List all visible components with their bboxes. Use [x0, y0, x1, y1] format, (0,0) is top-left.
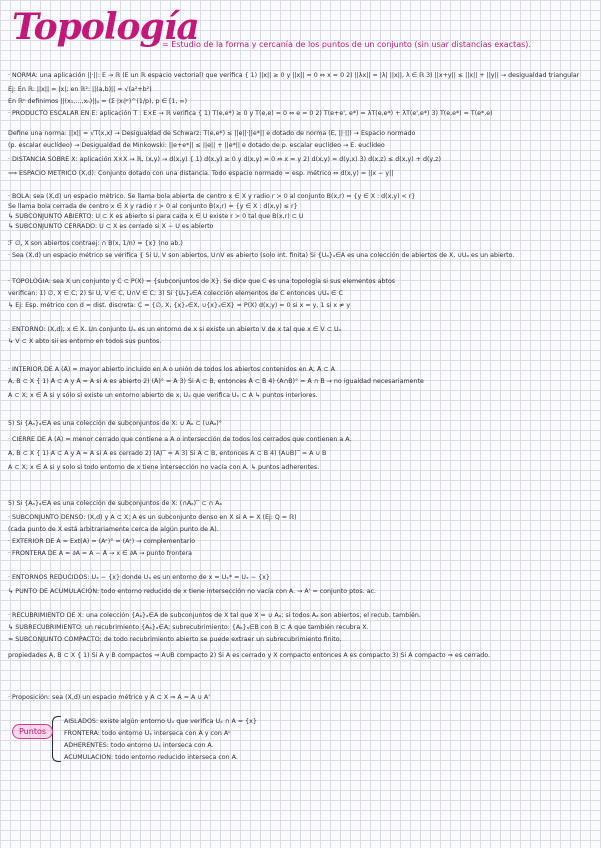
note-line: ↳ V ⊂ X abto sii es entorno en todos sus puntos.	[8, 338, 162, 345]
note-line: propiedades A, B ⊂ X { 1) Si A y B compactos ⇒ A∪B compacto 2) Si A es cerrado y X compacto entonces A es compacto 3) Si A compacto ⇒ es cerrado.	[8, 652, 491, 659]
page-title: Topología	[12, 6, 199, 48]
note-line: ↳ SUBCONJUNTO CERRADO: U ⊂ X es cerrado si X − U es abierto	[8, 223, 214, 230]
note-line: A ⊂ X; x ∈ Å si y sólo si existe un entorno abierto de x, Uₓ que verifica Uₓ ⊂ A ↳ puntos interiores.	[8, 392, 318, 399]
note-line: (cada punto de X está arbitrariamente cerca de algún punto de A).	[8, 526, 219, 533]
note-line: Ej: En ℝ: ||x|| = |x|; en ℝ²: ||(a,b)|| = √(a²+b²)	[8, 86, 152, 93]
note-line: A, B ⊂ X { 1) Å ⊂ A y Å = A si A es abierto 2) (Å)° = Å 3) Si A ⊂ B, entonces Å ⊂ B̊ 4) (A∩B)° = Å ∩ B̊ → no igualdad necesariamente	[8, 378, 424, 385]
note-line: · NORMA: una aplicación ||·||: E → ℝ (E un ℝ espacio vectorial) que verifica { 1) ||x|| ≥ 0 y ||x|| = 0 ⇔ x = 0 2) ||λx|| = |λ| ||x||, λ ∈ ℝ 3) ||x+y|| ≤ ||x|| + ||y|| → desigualdad triangular	[8, 72, 580, 79]
note-line: · DISTANCIA SOBRE X: aplicación X×X → ℝ, (x,y) → d(x,y) { 1) d(x,y) ≥ 0 y d(x,y) = 0 ⇔ x = y 2) d(x,y) = d(y,x) 3) d(x,z) ≤ d(x,y) + d(y,z)	[8, 156, 441, 163]
note-line: · INTERIOR DE A (Å) = mayor abierto incluido en A o unión de todos los abiertos contenidos en A; Å ⊂ A	[8, 366, 335, 373]
note-line: verifican: 1) ∅, X ∈ C; 2) Si U, V ∈ C, U∩V ∈ C; 3) Si {Uₐ}ₐ∈A colección elementos de C entonces ∪Uₐ ∈ C	[8, 290, 343, 297]
note-line: ↳ Ej: Esp. métrico con d = dist. discreta: C = {∅, X, {x}ₓ∈X, ∪{x}ₓ∈X} = P(X) d(x,y) = 0 si x = y, 1 si x ≠ y	[8, 302, 351, 309]
note-line: · EXTERIOR DE A = Ext(A) = (Aᶜ)° = (Aᶜ) → complementario	[8, 538, 196, 545]
note-line: · Proposición: sea (X,d) un espacio métrico y A ⊂ X ⇒ Ā = A ∪ A'	[8, 694, 210, 701]
note-line: Define una norma: ||x|| = √T(x,x) → Desigualdad de Schwarz: T(e,e*) ≤ ||e||·||e*|| e dotado de norma (E, ||·||) → Espacio normado	[8, 130, 416, 137]
note-line: · ENTORNOS REDUCIDOS: Uₓ − {x} donde Uₓ es un entorno de x = Uₓ* = Uₓ − {x}	[8, 574, 270, 581]
note-line: ↳ SUBCONJUNTO ABIERTO: U ⊂ X es abierto si para cada x ∈ U existe r > 0 tal que B(x,r) ⊂ U	[8, 213, 304, 220]
note-line: · TOPOLOGÍA: sea X un conjunto y C ⊂ P(X) = {subconjuntos de X}. Se dice que C es una topología si sus elementos abtos	[8, 278, 396, 285]
note-line: · SUBCONJUNTO DENSO: (X,d) y A ⊂ X; A es un subconjunto denso en X si Ā = X (Ej: Q̄ = ℝ)	[8, 514, 297, 521]
note-line: ↳ PUNTO DE ACUMULACIÓN: todo entorno reducido de x tiene intersección no vacía con A. → A' = conjunto ptos. ac.	[8, 588, 377, 595]
note-line: A, B ⊂ X { 1) A ⊂ Ā y Ā = A si A es cerrado 2) (Ā)‾ = Ā 3) Si A ⊂ B, entonces Ā ⊂ B̄ 4) (A∪B)‾ = Ā ∪ B̄	[8, 450, 327, 457]
note-line: A ⊂ X; x ∈ Ā si y solo si todo entorno de x tiene intersección no vacía con A. ↳ puntos adherentes.	[8, 464, 320, 471]
note-line: ℱ ∅, X son abiertos contraej: ∩ B(x, 1/n) = {x} (no ab.)	[8, 240, 183, 247]
note-line: · BOLA: sea (X,d) un espacio métrico. Se llama bola abierta de centro x ∈ X y radio r > 0 al conjunto B(x,r) = {y ∈ X : d(x,y) < r}	[8, 193, 416, 200]
page-subtitle: = Estudio de la forma y cercanía de los puntos de un conjunto (sin usar distancias exactas).	[162, 40, 531, 49]
puntos-definition: ADHERENTES: todo entorno Uₓ interseca con A.	[64, 742, 214, 749]
note-line: En ℝⁿ definimos ||(x₁,…,xₙ)||ₚ = (Σ |xᵢ|ᵖ)^(1/p), p ∈ [1, ∞)	[8, 98, 188, 105]
note-line: Se llama bola cerrada de centro x ∈ X y radio r > 0 al conjunto B̄(x,r) = {y ∈ X : d(x,y) ≤ r}	[8, 203, 298, 210]
note-line: (p. escalar euclídeo) → Desigualdad de Minkowski: ||e+e*|| ≤ ||e|| + ||e*|| e dotado de p. escalar euclídeo → E. euclídeo	[8, 142, 385, 149]
note-line: · CIERRE DE A (Ā) = menor cerrado que contiene a A o intersección de todos los cerrados que contienen a A.	[8, 436, 352, 443]
note-line: · RECUBRIMIENTO DE X: una colección {Aₐ}ₐ∈A de subconjuntos de X tal que X = ∪ Aₐ; si todos Aₐ son abiertos, el recub. también.	[8, 612, 421, 619]
puntos-brace	[52, 716, 61, 762]
note-line: = SUBCONJUNTO COMPACTO: de todo recubrimiento abierto se puede extraer un subrecubrimiento finito.	[8, 636, 342, 643]
puntos-definition: AISLADOS: existe algún entorno Uₓ que verifica Uₓ ∩ A = {x}	[64, 718, 257, 725]
puntos-definition: ACUMULACIÓN: todo entorno reducido interseca con A.	[64, 754, 238, 761]
note-line: ↳ SUBRECUBRIMIENTO: un recubrimiento {Aₐ}ₐ∈A; subrecubrimiento: {Aₐ}ₐ∈B con B ⊂ A que también recubra X.	[8, 624, 369, 631]
note-line: · FRONTERA DE A = ∂A = Ā − Å → x ∈ ∂A → punto frontera	[8, 550, 193, 557]
note-line: · PRODUCTO ESCALAR EN E: aplicación T : E×E → ℝ verifica { 1) T(e,e*) ≥ 0 y T(e,e) = 0 ⇔ e = 0 2) T(e+e', e*) = λT(e,e*) + λT(e',e*) 3) T(e,e*) = T(e*,e)	[8, 110, 493, 117]
puntos-definition: FRONTERA: todo entorno Uₓ interseca con A y con Aᶜ	[64, 730, 231, 737]
note-line: · ENTORNO: (X,d); x ∈ X. Un conjunto Uₓ es un entorno de x si existe un abierto V de x tal que x ∈ V ⊂ Uₓ	[8, 326, 342, 333]
note-line: ⟹ ESPACIO MÉTRICO (X,d): Conjunto dotado con una distancia. Todo espacio normado = esp. métrico ⇔ d(x,y) = ||x − y||	[8, 170, 394, 177]
puntos-label: Puntos	[12, 724, 53, 739]
note-line: 5) Si {Aₐ}ₐ∈A es una colección de subconjuntos de X: ∪ Åₐ ⊂ (∪Aₐ)°	[8, 420, 222, 427]
note-line: 5) Si {Aₐ}ₐ∈A es una colección de subconjuntos de X: (∩Aₐ)‾ ⊂ ∩ Āₐ	[8, 500, 222, 507]
note-line: · Sea (X,d) un espacio métrico se verifica { Si U, V son abiertos, U∩V es abierto (solo int. finita) Si {Uₐ}ₐ∈A es una colección de abiertos de X, ∪Uₐ es un abierto.	[8, 252, 515, 259]
